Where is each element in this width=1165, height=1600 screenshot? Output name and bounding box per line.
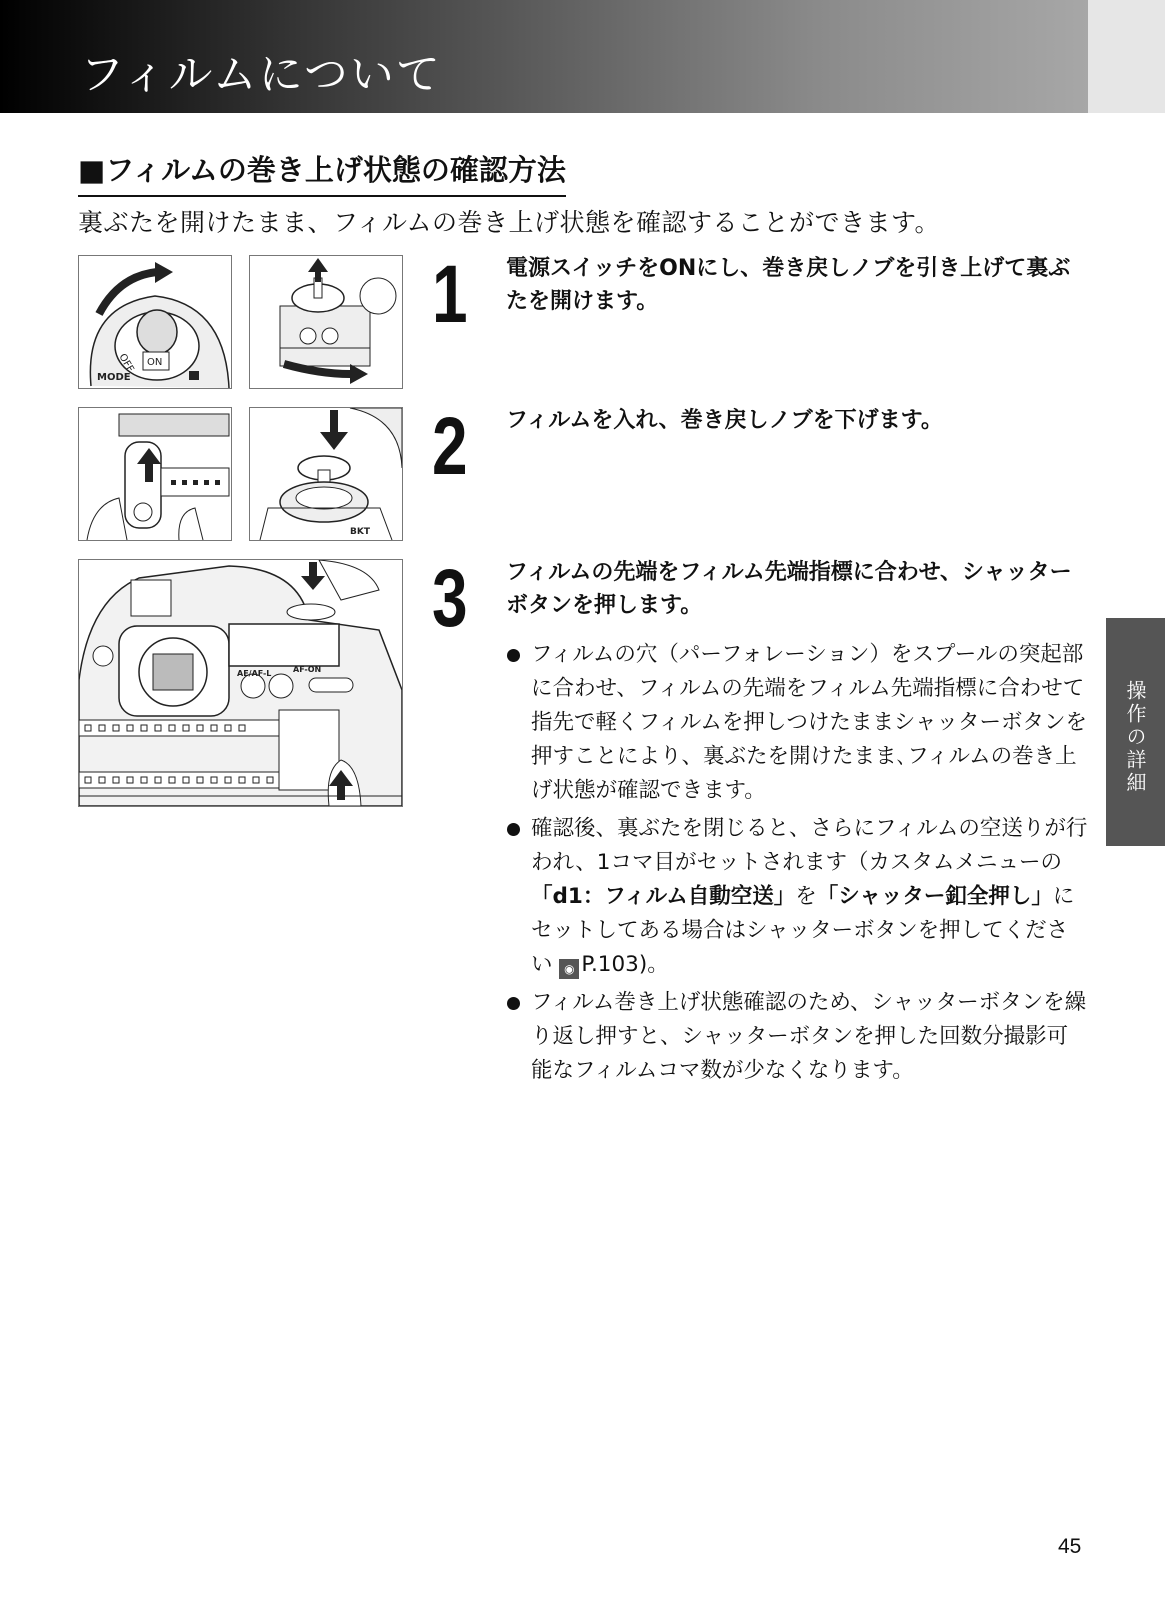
step-1-text: 電源スイッチをONにし、巻き戻しノブを引き上げて裏ぶたを開けます。 (506, 256, 1071, 314)
step-2-text: フィルムを入れ、巻き戻しノブを下げます。 (506, 408, 943, 433)
rewind-knob-down-illustration (249, 407, 403, 541)
on-label: ON (147, 357, 163, 368)
header-corner (1088, 0, 1165, 113)
note-repeat-press: フィルム巻き上げ状態確認のため、シャッターボタンを繰り返し押すと、シャッターボタンを押した回数分撮影可能なフィルムコマ数が少なくなります。 (504, 986, 1089, 1088)
step-3-number: 3 (432, 553, 468, 644)
step-1-number: 1 (432, 249, 468, 340)
note-perforation: フィルムの穴（パーフォレーション）をスプールの突起部に合わせ、フィルムの先端をフィルム先端指標に合わせて指先で軽くフィルムを押しつけたままシャッターボタンを押すことにより、裏ぶたを開けたまま､フィルムの巻き上げ状態が確認できます。 (504, 638, 1089, 808)
setting-d1: 「d1：フィルム自動空送」 (531, 884, 796, 909)
power-switch-illustration (78, 255, 232, 389)
section-intro: 裏ぶたを開けたまま、フィルムの巻き上げ状態を確認することができます。 (78, 208, 941, 237)
ae-af-l-label: AE/AF-L (237, 669, 272, 678)
rewind-knob-lift-illustration (249, 255, 403, 389)
af-on-label: AF-ON (293, 665, 322, 674)
page-reference-icon: ◉ (559, 959, 579, 979)
setting-shutter-full: 「シャッター釦全押し」 (816, 884, 1053, 909)
page-number: 45 (1058, 1535, 1082, 1558)
step-2-number: 2 (432, 401, 468, 492)
page-reference: P.103)。 (581, 952, 669, 977)
side-tab-label: 操作の詳細 (1123, 680, 1147, 795)
step-3-text: フィルムの先端をフィルム先端指標に合わせ、シャッターボタンを押します。 (506, 560, 1072, 618)
bkt-label: BKT (350, 527, 370, 537)
section-title: ■フィルムの巻き上げ状態の確認方法 (78, 148, 566, 197)
insert-film-illustration (78, 407, 232, 541)
note-close-back: 確認後、裏ぶたを閉じると、さらにフィルムの空送りが行われ、1コマ目がセットされます（カスタムメニューの「d1：フィルム自動空送」を「シャッター釦全押し」にセットしてある場合はシャッターボタンを押してください ◉ P.103)。 (504, 812, 1089, 982)
page-header (0, 0, 1088, 113)
film-leader-illustration (78, 559, 403, 807)
page-title: フィルムについて (80, 49, 442, 100)
mode-label: MODE (97, 372, 131, 383)
side-tab (1106, 618, 1165, 846)
off-label: OFF (116, 352, 136, 375)
step-3-notes (504, 638, 1089, 1092)
